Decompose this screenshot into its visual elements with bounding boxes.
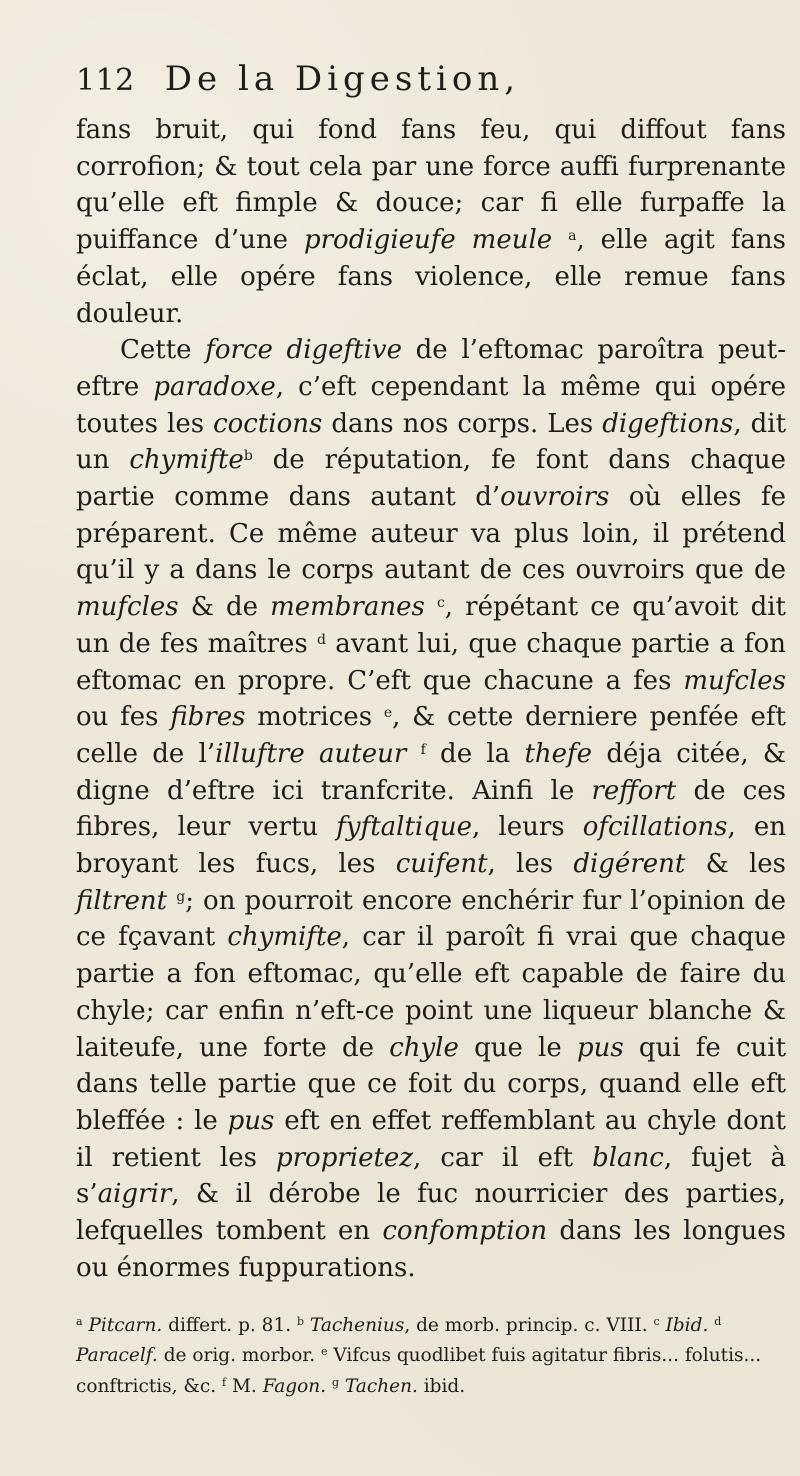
- text-run: eft en effet reffemblant au chyle dont il retient les: [76, 1105, 786, 1173]
- footnote-source: Tachenius: [309, 1314, 405, 1336]
- footnote-source: Fagon.: [262, 1375, 327, 1397]
- text-run: motrices: [245, 702, 384, 733]
- text-run: où elles fe préparent. Ce même auteur va plus loin, il prétend qu’il y a dans le corps autant de ces ouvroirs que de: [76, 482, 786, 586]
- running-header: [76, 59, 772, 110]
- text-run: , dit un: [76, 408, 787, 476]
- italic-term: mufcles: [76, 592, 179, 623]
- text-run: & les: [685, 849, 786, 880]
- footnote-label-g: g: [331, 1375, 340, 1389]
- italic-term: cuifent: [395, 849, 488, 880]
- text-run: , c’eft cependant la même qui opére toutes les: [76, 371, 786, 439]
- paragraph-2: [76, 332, 786, 1286]
- italic-term: filtrent: [76, 885, 168, 916]
- footnote-label-a: a: [76, 1314, 83, 1328]
- italic-term: illuftre auteur: [215, 738, 407, 769]
- footnote-text: M.: [226, 1375, 263, 1397]
- italic-term: proprietez: [275, 1142, 414, 1173]
- footnotes: [76, 1311, 784, 1403]
- italic-term: blanc: [592, 1142, 664, 1173]
- footnote-marker-f: f: [420, 741, 426, 758]
- text-run: , leurs: [472, 812, 583, 843]
- italic-term: fyftaltique: [336, 812, 473, 843]
- text-run: que le: [458, 1032, 577, 1063]
- text-run: de réputation, fe font dans chaque partie comme dans autant d’: [76, 445, 786, 513]
- text-run: dans nos corps. Les: [322, 408, 603, 439]
- text-run: , elle agit fans éclat, elle opére fans violence, elle remue fans douleur.: [76, 225, 787, 329]
- running-title: De la Digestion,: [164, 59, 521, 99]
- italic-term: ofcillations: [582, 812, 728, 843]
- footnote-source: Ibid.: [665, 1314, 709, 1336]
- footnote-label-c: c: [653, 1314, 660, 1328]
- text-run: , fujet à s’: [76, 1142, 786, 1210]
- italic-term: aigrir: [97, 1179, 172, 1210]
- italic-term: prodigieufe meule: [303, 225, 553, 256]
- italic-term: digérent: [573, 849, 686, 880]
- italic-term: membranes: [270, 592, 425, 623]
- italic-term: coctions: [213, 408, 323, 439]
- italic-term: digeftions: [602, 408, 734, 439]
- footnote-text: de orig. morbor.: [157, 1345, 321, 1366]
- italic-term: ouvroirs: [500, 482, 610, 513]
- main-text: [76, 112, 786, 1287]
- italic-term: reffort: [591, 775, 677, 806]
- text-run: de l’eftomac paroîtra peut-eftre: [76, 335, 786, 402]
- footnote-text: ibid.: [417, 1375, 466, 1397]
- italic-term: confomption: [382, 1216, 548, 1247]
- footnote-text: , de morb. princip. c. VIII.: [404, 1314, 654, 1336]
- footnote-label-e: e: [320, 1345, 328, 1358]
- text-run: fans bruit, qui fond fans feu, qui diffout fans corrofion; & tout cela par une force auffi furprenante qu’elle eft fimple & douce; car fi elle furpaffe la puiffance d’une: [76, 115, 786, 256]
- text-run: , les: [487, 849, 574, 880]
- text-run: ; on pourroit encore enchérir fur l’opinion de ce fçavant: [76, 885, 787, 953]
- italic-term: mufcles: [683, 665, 786, 696]
- footnote-marker-a: a: [568, 228, 577, 245]
- text-run: qui fe cuit dans telle partie que ce foit du corps, quand elle eft bleffée : le: [76, 1032, 787, 1136]
- footnote-marker-c: c: [436, 595, 445, 612]
- text-run: , & il dérobe le fuc nourricier des parties, lefquelles tombent en: [76, 1179, 786, 1247]
- italic-term: fibres: [170, 702, 246, 733]
- text-run: , répétant ce qu’avoit dit un de fes maîtres: [76, 592, 787, 659]
- footnote-source: Pitcarn.: [88, 1314, 163, 1336]
- footnote-text: Vifcus quodlibet fuis agitatur fibris... folutis... conftrictis, &c.: [76, 1345, 762, 1397]
- footnote-source: Paracelf.: [76, 1345, 158, 1366]
- italic-term: paradoxe: [153, 371, 276, 402]
- italic-term: chymifte: [129, 445, 244, 476]
- footnote-marker-e: e: [383, 705, 393, 722]
- text-run: , en broyant les fucs, les: [76, 812, 787, 880]
- text-run: , & cette derniere penfée eft celle de l’: [76, 702, 787, 769]
- text-run: de ces fibres, leur vertu: [76, 775, 786, 843]
- text-run: & de: [178, 592, 271, 623]
- footnote-label-b: b: [296, 1314, 305, 1328]
- text-run: dans les longues ou énormes fuppurations.: [76, 1216, 786, 1283]
- text-run: , car il eft: [413, 1142, 593, 1173]
- text-run: Cette: [120, 335, 206, 366]
- page-number: 112: [76, 63, 135, 98]
- text-run: de la: [425, 738, 525, 769]
- footnote-label-d: d: [714, 1314, 722, 1328]
- footnote-marker-b: b: [243, 448, 253, 465]
- text-run: , car il paroît fi vrai que chaque partie a fon eftomac, qu’elle eft capable de faire du chyle; car enfin n’eft-ce point une liqueur blanche & laiteufe, une forte de: [76, 922, 786, 1063]
- text-run: avant lui, que chaque partie a fon eftomac en propre. C’eft que chacune a fes: [76, 628, 787, 696]
- footnote-source: Tachen.: [344, 1375, 418, 1397]
- italic-term: force digeftive: [205, 335, 402, 366]
- footnote-marker-d: d: [317, 631, 326, 648]
- italic-term: pus: [227, 1105, 275, 1136]
- footnote-label-f: f: [222, 1375, 227, 1389]
- italic-term: pus: [576, 1032, 624, 1063]
- italic-term: chyle: [389, 1032, 459, 1063]
- paragraph-1: [76, 112, 786, 332]
- text-run: ou fes: [76, 702, 171, 733]
- footnote-marker-g: g: [176, 888, 186, 905]
- footnote-text: differt. p. 81.: [162, 1314, 297, 1336]
- italic-term: chymifte: [227, 922, 342, 953]
- italic-term: thefe: [524, 738, 593, 769]
- text-run: déja citée, & digne d’eftre ici tranfcrite. Ainfi le: [76, 738, 787, 806]
